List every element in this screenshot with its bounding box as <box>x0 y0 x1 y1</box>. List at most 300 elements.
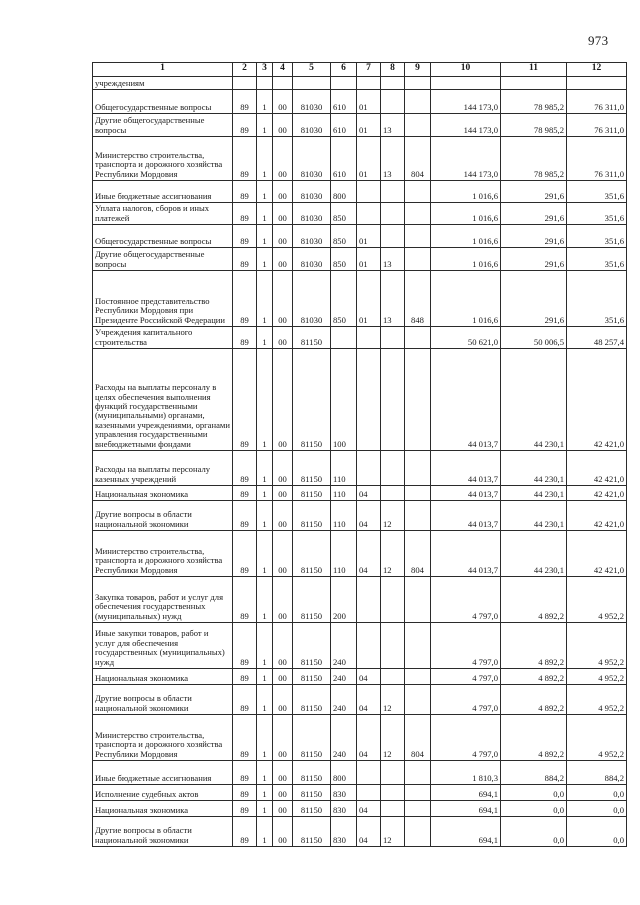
table-row <box>93 817 627 847</box>
cell-col-12: 42 421,0 <box>567 486 627 501</box>
cell-col-8 <box>381 203 405 225</box>
cell-col-6: 240 <box>331 685 357 715</box>
cell-col-3: 1 <box>257 669 273 685</box>
cell-item-name: Уплата налогов, сборов и иных платежей <box>93 203 233 225</box>
cell-col-3: 1 <box>257 623 273 669</box>
cell-col-9 <box>405 501 431 531</box>
table-row <box>93 486 627 501</box>
cell-col-6: 610 <box>331 114 357 137</box>
cell-col-6: 830 <box>331 785 357 801</box>
cell-col-12: 0,0 <box>567 801 627 817</box>
cell-col-5: 81150 <box>293 349 331 451</box>
cell-col-8: 12 <box>381 685 405 715</box>
cell-item-name: Министерство строительства, транспорта и дорожного хозяйства Республики Мордовия <box>93 715 233 761</box>
cell-col-5: 81150 <box>293 327 331 349</box>
cell-col-12: 42 421,0 <box>567 451 627 486</box>
cell-col-3: 1 <box>257 203 273 225</box>
cell-col-5: 81150 <box>293 785 331 801</box>
cell-col-5: 81150 <box>293 801 331 817</box>
cell-col-2: 89 <box>233 761 257 785</box>
cell-col-5: 81030 <box>293 225 331 248</box>
cell-col-10: 44 013,7 <box>431 451 501 486</box>
column-header: 1 <box>93 63 233 77</box>
cell-col-12: 884,2 <box>567 761 627 785</box>
cell-col-10: 44 013,7 <box>431 349 501 451</box>
cell-col-12: 0,0 <box>567 785 627 801</box>
cell-col-3 <box>257 77 273 90</box>
cell-col-5: 81030 <box>293 114 331 137</box>
cell-col-2: 89 <box>233 801 257 817</box>
cell-col-11: 291,6 <box>501 203 567 225</box>
cell-col-6: 830 <box>331 801 357 817</box>
cell-col-2: 89 <box>233 137 257 181</box>
cell-col-12: 76 311,0 <box>567 137 627 181</box>
cell-col-7 <box>357 451 381 486</box>
cell-col-11: 884,2 <box>501 761 567 785</box>
cell-col-4 <box>273 77 293 90</box>
cell-col-8: 13 <box>381 248 405 271</box>
cell-col-6: 110 <box>331 486 357 501</box>
cell-col-5: 81150 <box>293 451 331 486</box>
table-row <box>93 669 627 685</box>
cell-col-7 <box>357 349 381 451</box>
table-row <box>93 349 627 451</box>
cell-col-7: 04 <box>357 501 381 531</box>
cell-col-9 <box>405 77 431 90</box>
table-row <box>93 623 627 669</box>
cell-col-3: 1 <box>257 225 273 248</box>
table-row <box>93 577 627 623</box>
cell-item-name: Иные бюджетные ассигнования <box>93 181 233 203</box>
page-number: 973 <box>588 33 609 48</box>
cell-col-10: 1 810,3 <box>431 761 501 785</box>
cell-col-2: 89 <box>233 203 257 225</box>
cell-col-7 <box>357 761 381 785</box>
cell-col-2: 89 <box>233 225 257 248</box>
column-header: 4 <box>273 63 293 77</box>
table-row <box>93 715 627 761</box>
cell-col-2: 89 <box>233 577 257 623</box>
cell-col-6: 850 <box>331 271 357 327</box>
cell-col-7: 04 <box>357 685 381 715</box>
cell-col-10: 694,1 <box>431 801 501 817</box>
cell-col-8: 12 <box>381 715 405 761</box>
cell-col-7: 04 <box>357 531 381 577</box>
cell-col-4: 00 <box>273 271 293 327</box>
cell-col-7 <box>357 785 381 801</box>
cell-col-2: 89 <box>233 669 257 685</box>
table-row <box>93 531 627 577</box>
cell-col-7: 04 <box>357 669 381 685</box>
cell-col-5: 81150 <box>293 669 331 685</box>
cell-col-9 <box>405 761 431 785</box>
table-row <box>93 114 627 137</box>
cell-col-4: 00 <box>273 451 293 486</box>
cell-col-7 <box>357 77 381 90</box>
cell-col-5: 81030 <box>293 271 331 327</box>
cell-col-2: 89 <box>233 181 257 203</box>
cell-col-10: 694,1 <box>431 785 501 801</box>
cell-col-5: 81150 <box>293 715 331 761</box>
cell-col-3: 1 <box>257 114 273 137</box>
cell-col-4: 00 <box>273 486 293 501</box>
cell-col-4: 00 <box>273 801 293 817</box>
cell-item-name: Другие вопросы в области национальной экономики <box>93 685 233 715</box>
cell-col-11: 4 892,2 <box>501 623 567 669</box>
cell-col-8 <box>381 90 405 114</box>
cell-col-3: 1 <box>257 137 273 181</box>
cell-col-2: 89 <box>233 817 257 847</box>
cell-col-3: 1 <box>257 685 273 715</box>
cell-col-11: 44 230,1 <box>501 486 567 501</box>
cell-col-9 <box>405 451 431 486</box>
cell-col-5: 81030 <box>293 203 331 225</box>
cell-col-3: 1 <box>257 817 273 847</box>
cell-col-10: 144 173,0 <box>431 137 501 181</box>
cell-col-8 <box>381 785 405 801</box>
cell-col-9: 804 <box>405 531 431 577</box>
cell-col-4: 00 <box>273 817 293 847</box>
cell-col-5: 81030 <box>293 181 331 203</box>
table-row <box>93 225 627 248</box>
cell-col-2: 89 <box>233 90 257 114</box>
cell-col-3: 1 <box>257 271 273 327</box>
cell-col-4: 00 <box>273 577 293 623</box>
cell-col-12: 42 421,0 <box>567 349 627 451</box>
cell-item-name: Учреждения капитального строительства <box>93 327 233 349</box>
cell-col-8 <box>381 327 405 349</box>
cell-col-10: 1 016,6 <box>431 203 501 225</box>
cell-col-9 <box>405 486 431 501</box>
cell-col-11: 0,0 <box>501 801 567 817</box>
cell-col-5: 81150 <box>293 685 331 715</box>
cell-item-name: Общегосударственные вопросы <box>93 225 233 248</box>
cell-item-name: Министерство строительства, транспорта и дорожного хозяйства Республики Мордовия <box>93 531 233 577</box>
cell-col-2: 89 <box>233 349 257 451</box>
cell-col-12: 42 421,0 <box>567 531 627 577</box>
cell-item-name: Другие вопросы в области национальной экономики <box>93 817 233 847</box>
cell-col-3: 1 <box>257 785 273 801</box>
cell-item-name: Другие общегосударственные вопросы <box>93 114 233 137</box>
cell-item-name: Расходы на выплаты персоналу казенных учреждений <box>93 451 233 486</box>
column-header: 3 <box>257 63 273 77</box>
cell-col-6: 850 <box>331 225 357 248</box>
cell-col-7 <box>357 181 381 203</box>
cell-col-2: 89 <box>233 685 257 715</box>
cell-col-4: 00 <box>273 248 293 271</box>
cell-col-4: 00 <box>273 327 293 349</box>
cell-col-2: 89 <box>233 451 257 486</box>
cell-col-6: 850 <box>331 203 357 225</box>
table-row <box>93 685 627 715</box>
cell-col-8 <box>381 623 405 669</box>
column-header: 6 <box>331 63 357 77</box>
cell-col-5: 81150 <box>293 817 331 847</box>
budget-table <box>92 62 627 847</box>
cell-col-3: 1 <box>257 761 273 785</box>
cell-col-4: 00 <box>273 715 293 761</box>
cell-col-10: 4 797,0 <box>431 715 501 761</box>
cell-col-3: 1 <box>257 248 273 271</box>
cell-col-2: 89 <box>233 785 257 801</box>
cell-col-6: 240 <box>331 715 357 761</box>
column-header: 12 <box>567 63 627 77</box>
cell-col-4: 00 <box>273 114 293 137</box>
cell-col-6: 610 <box>331 90 357 114</box>
cell-col-12: 351,6 <box>567 271 627 327</box>
cell-col-2: 89 <box>233 248 257 271</box>
column-header: 2 <box>233 63 257 77</box>
cell-col-6: 610 <box>331 137 357 181</box>
cell-item-name: Иные закупки товаров, работ и услуг для обеспечения государственных (муниципальных) нужд <box>93 623 233 669</box>
cell-col-4: 00 <box>273 137 293 181</box>
cell-col-10: 144 173,0 <box>431 114 501 137</box>
cell-item-name: Национальная экономика <box>93 669 233 685</box>
cell-col-2: 89 <box>233 623 257 669</box>
cell-col-9 <box>405 349 431 451</box>
cell-col-12: 42 421,0 <box>567 501 627 531</box>
cell-item-name: Другие общегосударственные вопросы <box>93 248 233 271</box>
cell-col-9 <box>405 801 431 817</box>
cell-col-8 <box>381 761 405 785</box>
table-row <box>93 181 627 203</box>
cell-col-3: 1 <box>257 501 273 531</box>
cell-col-8: 12 <box>381 531 405 577</box>
cell-col-8 <box>381 486 405 501</box>
cell-col-9 <box>405 327 431 349</box>
cell-col-12: 76 311,0 <box>567 90 627 114</box>
cell-col-4: 00 <box>273 501 293 531</box>
cell-col-5: 81150 <box>293 623 331 669</box>
cell-col-2 <box>233 77 257 90</box>
cell-col-8 <box>381 181 405 203</box>
cell-col-3: 1 <box>257 451 273 486</box>
cell-col-9: 804 <box>405 137 431 181</box>
cell-col-7: 01 <box>357 225 381 248</box>
cell-col-2: 89 <box>233 327 257 349</box>
table-row <box>93 501 627 531</box>
cell-col-3: 1 <box>257 531 273 577</box>
cell-col-8: 12 <box>381 501 405 531</box>
cell-col-6: 830 <box>331 817 357 847</box>
cell-item-name: Национальная экономика <box>93 801 233 817</box>
cell-col-8 <box>381 451 405 486</box>
cell-col-9 <box>405 225 431 248</box>
cell-col-8: 12 <box>381 817 405 847</box>
cell-col-6: 100 <box>331 349 357 451</box>
cell-col-11: 0,0 <box>501 817 567 847</box>
cell-col-10: 4 797,0 <box>431 669 501 685</box>
cell-col-9 <box>405 577 431 623</box>
cell-col-8 <box>381 225 405 248</box>
cell-item-name: Национальная экономика <box>93 486 233 501</box>
cell-col-5: 81150 <box>293 577 331 623</box>
cell-col-2: 89 <box>233 715 257 761</box>
cell-col-4: 00 <box>273 349 293 451</box>
cell-col-11: 4 892,2 <box>501 715 567 761</box>
cell-col-10: 50 621,0 <box>431 327 501 349</box>
cell-col-11: 44 230,1 <box>501 531 567 577</box>
cell-col-2: 89 <box>233 486 257 501</box>
column-header: 11 <box>501 63 567 77</box>
cell-col-10: 44 013,7 <box>431 486 501 501</box>
cell-col-9 <box>405 181 431 203</box>
cell-col-8: 13 <box>381 271 405 327</box>
cell-col-7 <box>357 327 381 349</box>
cell-item-name: учреждениям <box>93 77 233 90</box>
cell-col-11: 291,6 <box>501 181 567 203</box>
cell-col-6: 110 <box>331 451 357 486</box>
table-row <box>93 248 627 271</box>
table-row <box>93 90 627 114</box>
cell-col-7 <box>357 577 381 623</box>
cell-col-7 <box>357 623 381 669</box>
cell-col-12: 48 257,4 <box>567 327 627 349</box>
cell-col-12: 4 952,2 <box>567 715 627 761</box>
cell-col-11: 44 230,1 <box>501 349 567 451</box>
header-row <box>93 63 627 77</box>
table-row <box>93 801 627 817</box>
cell-col-9 <box>405 90 431 114</box>
table-row <box>93 77 627 90</box>
column-header: 10 <box>431 63 501 77</box>
cell-col-9 <box>405 785 431 801</box>
cell-col-12: 4 952,2 <box>567 669 627 685</box>
cell-col-12: 0,0 <box>567 817 627 847</box>
cell-item-name: Постоянное представительство Республики Мордовия при Президенте Российской Федерации <box>93 271 233 327</box>
table-row <box>93 451 627 486</box>
cell-col-6: 240 <box>331 669 357 685</box>
cell-col-4: 00 <box>273 531 293 577</box>
cell-col-11: 291,6 <box>501 225 567 248</box>
cell-col-11: 0,0 <box>501 785 567 801</box>
cell-col-3: 1 <box>257 90 273 114</box>
cell-col-7: 04 <box>357 817 381 847</box>
cell-col-6: 800 <box>331 761 357 785</box>
cell-col-2: 89 <box>233 531 257 577</box>
column-header: 8 <box>381 63 405 77</box>
cell-col-9 <box>405 248 431 271</box>
cell-col-2: 89 <box>233 271 257 327</box>
cell-col-2: 89 <box>233 501 257 531</box>
cell-item-name: Расходы на выплаты персоналу в целях обеспечения выполнения функций государственными (муниципальными) органами, казенными учреждениями, органами управления государственными внебюджетными фондами <box>93 349 233 451</box>
cell-col-10: 44 013,7 <box>431 531 501 577</box>
cell-col-9: 804 <box>405 715 431 761</box>
cell-col-5: 81150 <box>293 531 331 577</box>
cell-col-11: 291,6 <box>501 271 567 327</box>
table-row <box>93 761 627 785</box>
table-row <box>93 785 627 801</box>
cell-col-9 <box>405 685 431 715</box>
cell-col-3: 1 <box>257 181 273 203</box>
cell-col-9 <box>405 203 431 225</box>
cell-col-4: 00 <box>273 90 293 114</box>
cell-col-12: 4 952,2 <box>567 577 627 623</box>
table-row <box>93 327 627 349</box>
cell-col-11: 44 230,1 <box>501 451 567 486</box>
cell-col-3: 1 <box>257 327 273 349</box>
cell-col-12 <box>567 77 627 90</box>
cell-col-7: 01 <box>357 248 381 271</box>
cell-col-12: 351,6 <box>567 203 627 225</box>
cell-col-10: 4 797,0 <box>431 623 501 669</box>
cell-col-5: 81030 <box>293 248 331 271</box>
cell-col-9 <box>405 669 431 685</box>
cell-col-5: 81150 <box>293 761 331 785</box>
cell-col-10: 1 016,6 <box>431 248 501 271</box>
cell-col-11: 44 230,1 <box>501 501 567 531</box>
cell-col-9 <box>405 623 431 669</box>
cell-col-11: 4 892,2 <box>501 577 567 623</box>
cell-col-10 <box>431 77 501 90</box>
cell-col-11: 4 892,2 <box>501 685 567 715</box>
column-header: 7 <box>357 63 381 77</box>
column-header: 9 <box>405 63 431 77</box>
cell-col-7: 01 <box>357 271 381 327</box>
cell-col-6: 800 <box>331 181 357 203</box>
cell-col-7: 04 <box>357 801 381 817</box>
cell-col-4: 00 <box>273 623 293 669</box>
cell-col-9: 848 <box>405 271 431 327</box>
cell-col-3: 1 <box>257 801 273 817</box>
cell-col-6: 850 <box>331 248 357 271</box>
cell-col-7: 01 <box>357 114 381 137</box>
cell-col-7: 04 <box>357 486 381 501</box>
cell-col-10: 44 013,7 <box>431 501 501 531</box>
cell-col-12: 351,6 <box>567 225 627 248</box>
cell-col-4: 00 <box>273 785 293 801</box>
cell-col-11: 78 985,2 <box>501 90 567 114</box>
cell-col-11 <box>501 77 567 90</box>
table-row <box>93 203 627 225</box>
cell-col-6: 200 <box>331 577 357 623</box>
column-header: 5 <box>293 63 331 77</box>
cell-item-name: Исполнение судебных актов <box>93 785 233 801</box>
cell-col-12: 351,6 <box>567 181 627 203</box>
cell-item-name: Министерство строительства, транспорта и дорожного хозяйства Республики Мордовия <box>93 137 233 181</box>
cell-col-7: 01 <box>357 137 381 181</box>
cell-col-6: 110 <box>331 501 357 531</box>
cell-col-4: 00 <box>273 203 293 225</box>
cell-col-6 <box>331 327 357 349</box>
cell-col-11: 4 892,2 <box>501 669 567 685</box>
cell-col-4: 00 <box>273 685 293 715</box>
cell-col-12: 4 952,2 <box>567 623 627 669</box>
cell-col-4: 00 <box>273 225 293 248</box>
cell-col-11: 291,6 <box>501 248 567 271</box>
cell-col-12: 76 311,0 <box>567 114 627 137</box>
cell-col-10: 4 797,0 <box>431 685 501 715</box>
cell-col-4: 00 <box>273 181 293 203</box>
cell-col-8: 13 <box>381 114 405 137</box>
cell-col-6 <box>331 77 357 90</box>
cell-col-5: 81030 <box>293 90 331 114</box>
table-row <box>93 271 627 327</box>
cell-col-3: 1 <box>257 715 273 761</box>
cell-col-4: 00 <box>273 669 293 685</box>
cell-col-5: 81030 <box>293 137 331 181</box>
cell-item-name: Иные бюджетные ассигнования <box>93 761 233 785</box>
cell-col-8 <box>381 77 405 90</box>
cell-col-11: 78 985,2 <box>501 114 567 137</box>
cell-col-7 <box>357 203 381 225</box>
cell-col-3: 1 <box>257 486 273 501</box>
cell-col-2: 89 <box>233 114 257 137</box>
cell-col-8 <box>381 577 405 623</box>
cell-col-11: 50 006,5 <box>501 327 567 349</box>
cell-col-5 <box>293 77 331 90</box>
cell-col-10: 1 016,6 <box>431 181 501 203</box>
